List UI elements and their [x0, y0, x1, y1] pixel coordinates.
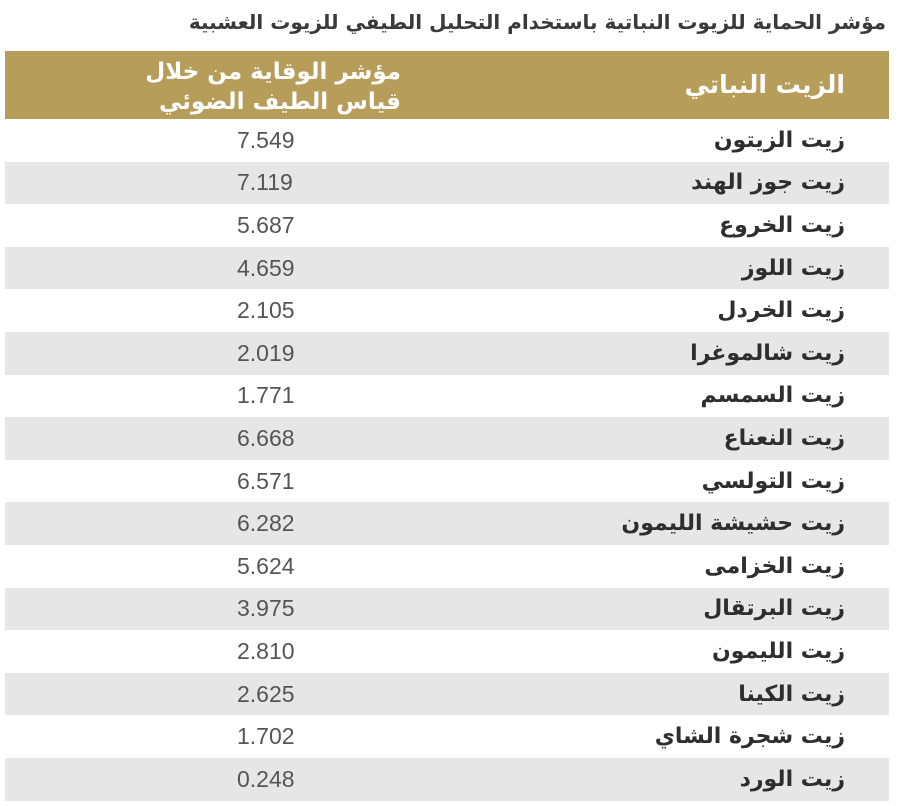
table-row [5, 588, 889, 631]
protection-index-value: 2.019 [237, 339, 295, 366]
table-body [5, 119, 889, 801]
header-oil: الزيت النباتي [684, 70, 845, 99]
table-row [5, 375, 889, 418]
table-row [5, 417, 889, 460]
table-row [5, 673, 889, 716]
oil-name: زيت الزيتون [713, 127, 845, 153]
oil-name: زيت شجرة الشاي [654, 724, 845, 750]
table-row [5, 630, 889, 673]
oil-protection-table [5, 51, 889, 801]
oil-name: زيت الخردل [717, 298, 845, 324]
protection-index-value: 0.248 [237, 765, 295, 792]
table-row [5, 758, 889, 801]
protection-index-value: 1.771 [237, 382, 295, 409]
oil-name: زيت الليمون [712, 638, 845, 664]
protection-index-value: 2.625 [237, 680, 295, 707]
oil-name: زيت الخزامى [704, 553, 845, 579]
oil-name: زيت السمسم [700, 383, 845, 409]
oil-name: زيت البرتقال [703, 596, 845, 622]
oil-name: زيت شالموغرا [690, 340, 845, 366]
oil-name: زيت حشيشة الليمون [621, 511, 845, 537]
protection-index-value: 4.659 [237, 254, 295, 281]
table-row [5, 247, 889, 290]
protection-index-value: 5.624 [237, 552, 295, 579]
table-row [5, 332, 889, 375]
table-row [5, 289, 889, 332]
table-header [5, 51, 889, 119]
protection-index-value: 5.687 [237, 211, 295, 238]
protection-index-value: 7.549 [237, 126, 295, 153]
oil-name: زيت الكينا [738, 681, 845, 707]
table-row [5, 162, 889, 205]
header-index [101, 57, 401, 117]
oil-name: زيت التولسي [701, 468, 845, 494]
protection-index-value: 6.282 [237, 510, 295, 537]
protection-index-value: 1.702 [237, 723, 295, 750]
table-row [5, 204, 889, 247]
table-title: مؤشر الحماية للزيوت النباتية باستخدام التحليل الطيفي للزيوت العشبية [188, 10, 886, 34]
protection-index-value: 6.571 [237, 467, 295, 494]
oil-name: زيت جوز الهند [691, 170, 845, 196]
table-row [5, 119, 889, 162]
protection-index-value: 2.105 [237, 297, 295, 324]
table-row [5, 715, 889, 758]
protection-index-value: 2.810 [237, 637, 295, 664]
table-row [5, 545, 889, 588]
protection-index-value: 3.975 [237, 595, 295, 622]
table-row [5, 502, 889, 545]
oil-name: زيت اللوز [741, 255, 845, 281]
protection-index-value: 6.668 [237, 424, 295, 451]
table-row [5, 460, 889, 503]
header-index-line2: قياس الطيف الضوئي [158, 89, 401, 115]
protection-index-value: 7.119 [237, 169, 293, 196]
oil-name: زيت الورد [739, 766, 845, 792]
oil-name: زيت الخروع [719, 212, 845, 238]
oil-name: زيت النعناع [723, 425, 845, 451]
header-index-line1: مؤشر الوقاية من خلال [145, 59, 401, 85]
